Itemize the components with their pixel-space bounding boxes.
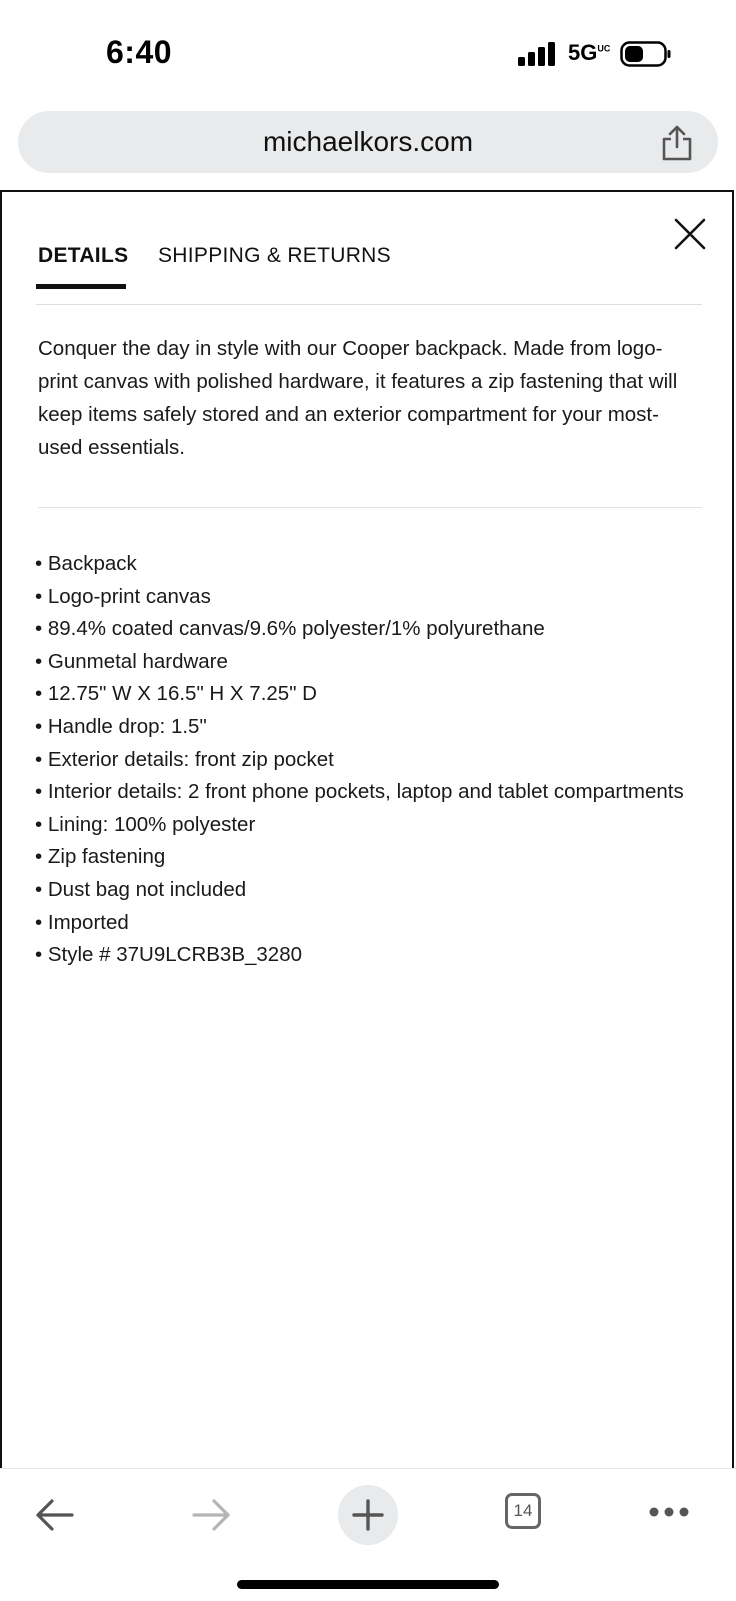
list-item: • Logo-print canvas — [35, 584, 211, 608]
feature-list — [35, 548, 695, 972]
browser-toolbar — [0, 1468, 736, 1601]
more-dots-icon[interactable] — [648, 1505, 690, 1519]
arrow-right-icon[interactable] — [190, 1497, 232, 1533]
battery-icon — [620, 41, 672, 67]
details-tabs — [36, 244, 702, 305]
list-item: • Lining: 100% polyester — [35, 812, 256, 836]
status-time: 6:40 — [106, 34, 173, 70]
divider — [38, 507, 702, 508]
share-icon[interactable] — [660, 125, 694, 161]
list-item: • Handle drop: 1.5" — [35, 714, 207, 738]
product-details-modal — [0, 190, 734, 1470]
tab-shipping-label: SHIPPING & RETURNS — [158, 244, 391, 267]
list-item: • Dust bag not included — [35, 877, 247, 901]
status-bar — [0, 0, 736, 100]
list-item: • Style # 37U9LCRB3B_3280 — [35, 943, 303, 967]
list-item: • Interior details: 2 front phone pockets, laptop and tablet compartments — [35, 780, 684, 804]
list-item: • Gunmetal hardware — [35, 649, 228, 673]
network-type — [568, 40, 610, 66]
network-label: 5G — [568, 40, 598, 65]
address-bar[interactable] — [18, 111, 718, 173]
url-text[interactable]: michaelkors.com — [262, 126, 474, 157]
list-item: • Exterior details: front zip pocket — [35, 747, 334, 771]
tab-details-label: DETAILS — [38, 244, 129, 267]
tab-details[interactable] — [38, 244, 128, 268]
list-item: • Backpack — [35, 552, 137, 575]
cellular-signal-icon — [518, 42, 556, 66]
list-item: • Zip fastening — [35, 845, 166, 869]
list-item: • 89.4% coated canvas/9.6% polyester/1% polyurethane — [35, 617, 545, 641]
list-item: • Imported — [35, 910, 129, 934]
network-sup: UC — [597, 43, 611, 54]
active-tab-indicator — [36, 284, 126, 289]
new-tab-button[interactable] — [338, 1485, 398, 1545]
product-description: Conquer the day in style with our Cooper backpack. Made from logo-print canvas with polished hardware, it features a zip fastening that will keep items safely stored and an exterior compartment for your most-used essentials. — [38, 337, 678, 459]
arrow-left-icon[interactable] — [34, 1497, 76, 1533]
plus-icon — [352, 1499, 384, 1531]
list-item: • 12.75" W X 16.5" H X 7.25" D — [35, 682, 317, 706]
home-indicator — [237, 1580, 499, 1589]
tabs-count-button[interactable]: 14 — [505, 1493, 541, 1529]
tab-shipping-returns[interactable] — [158, 244, 391, 268]
